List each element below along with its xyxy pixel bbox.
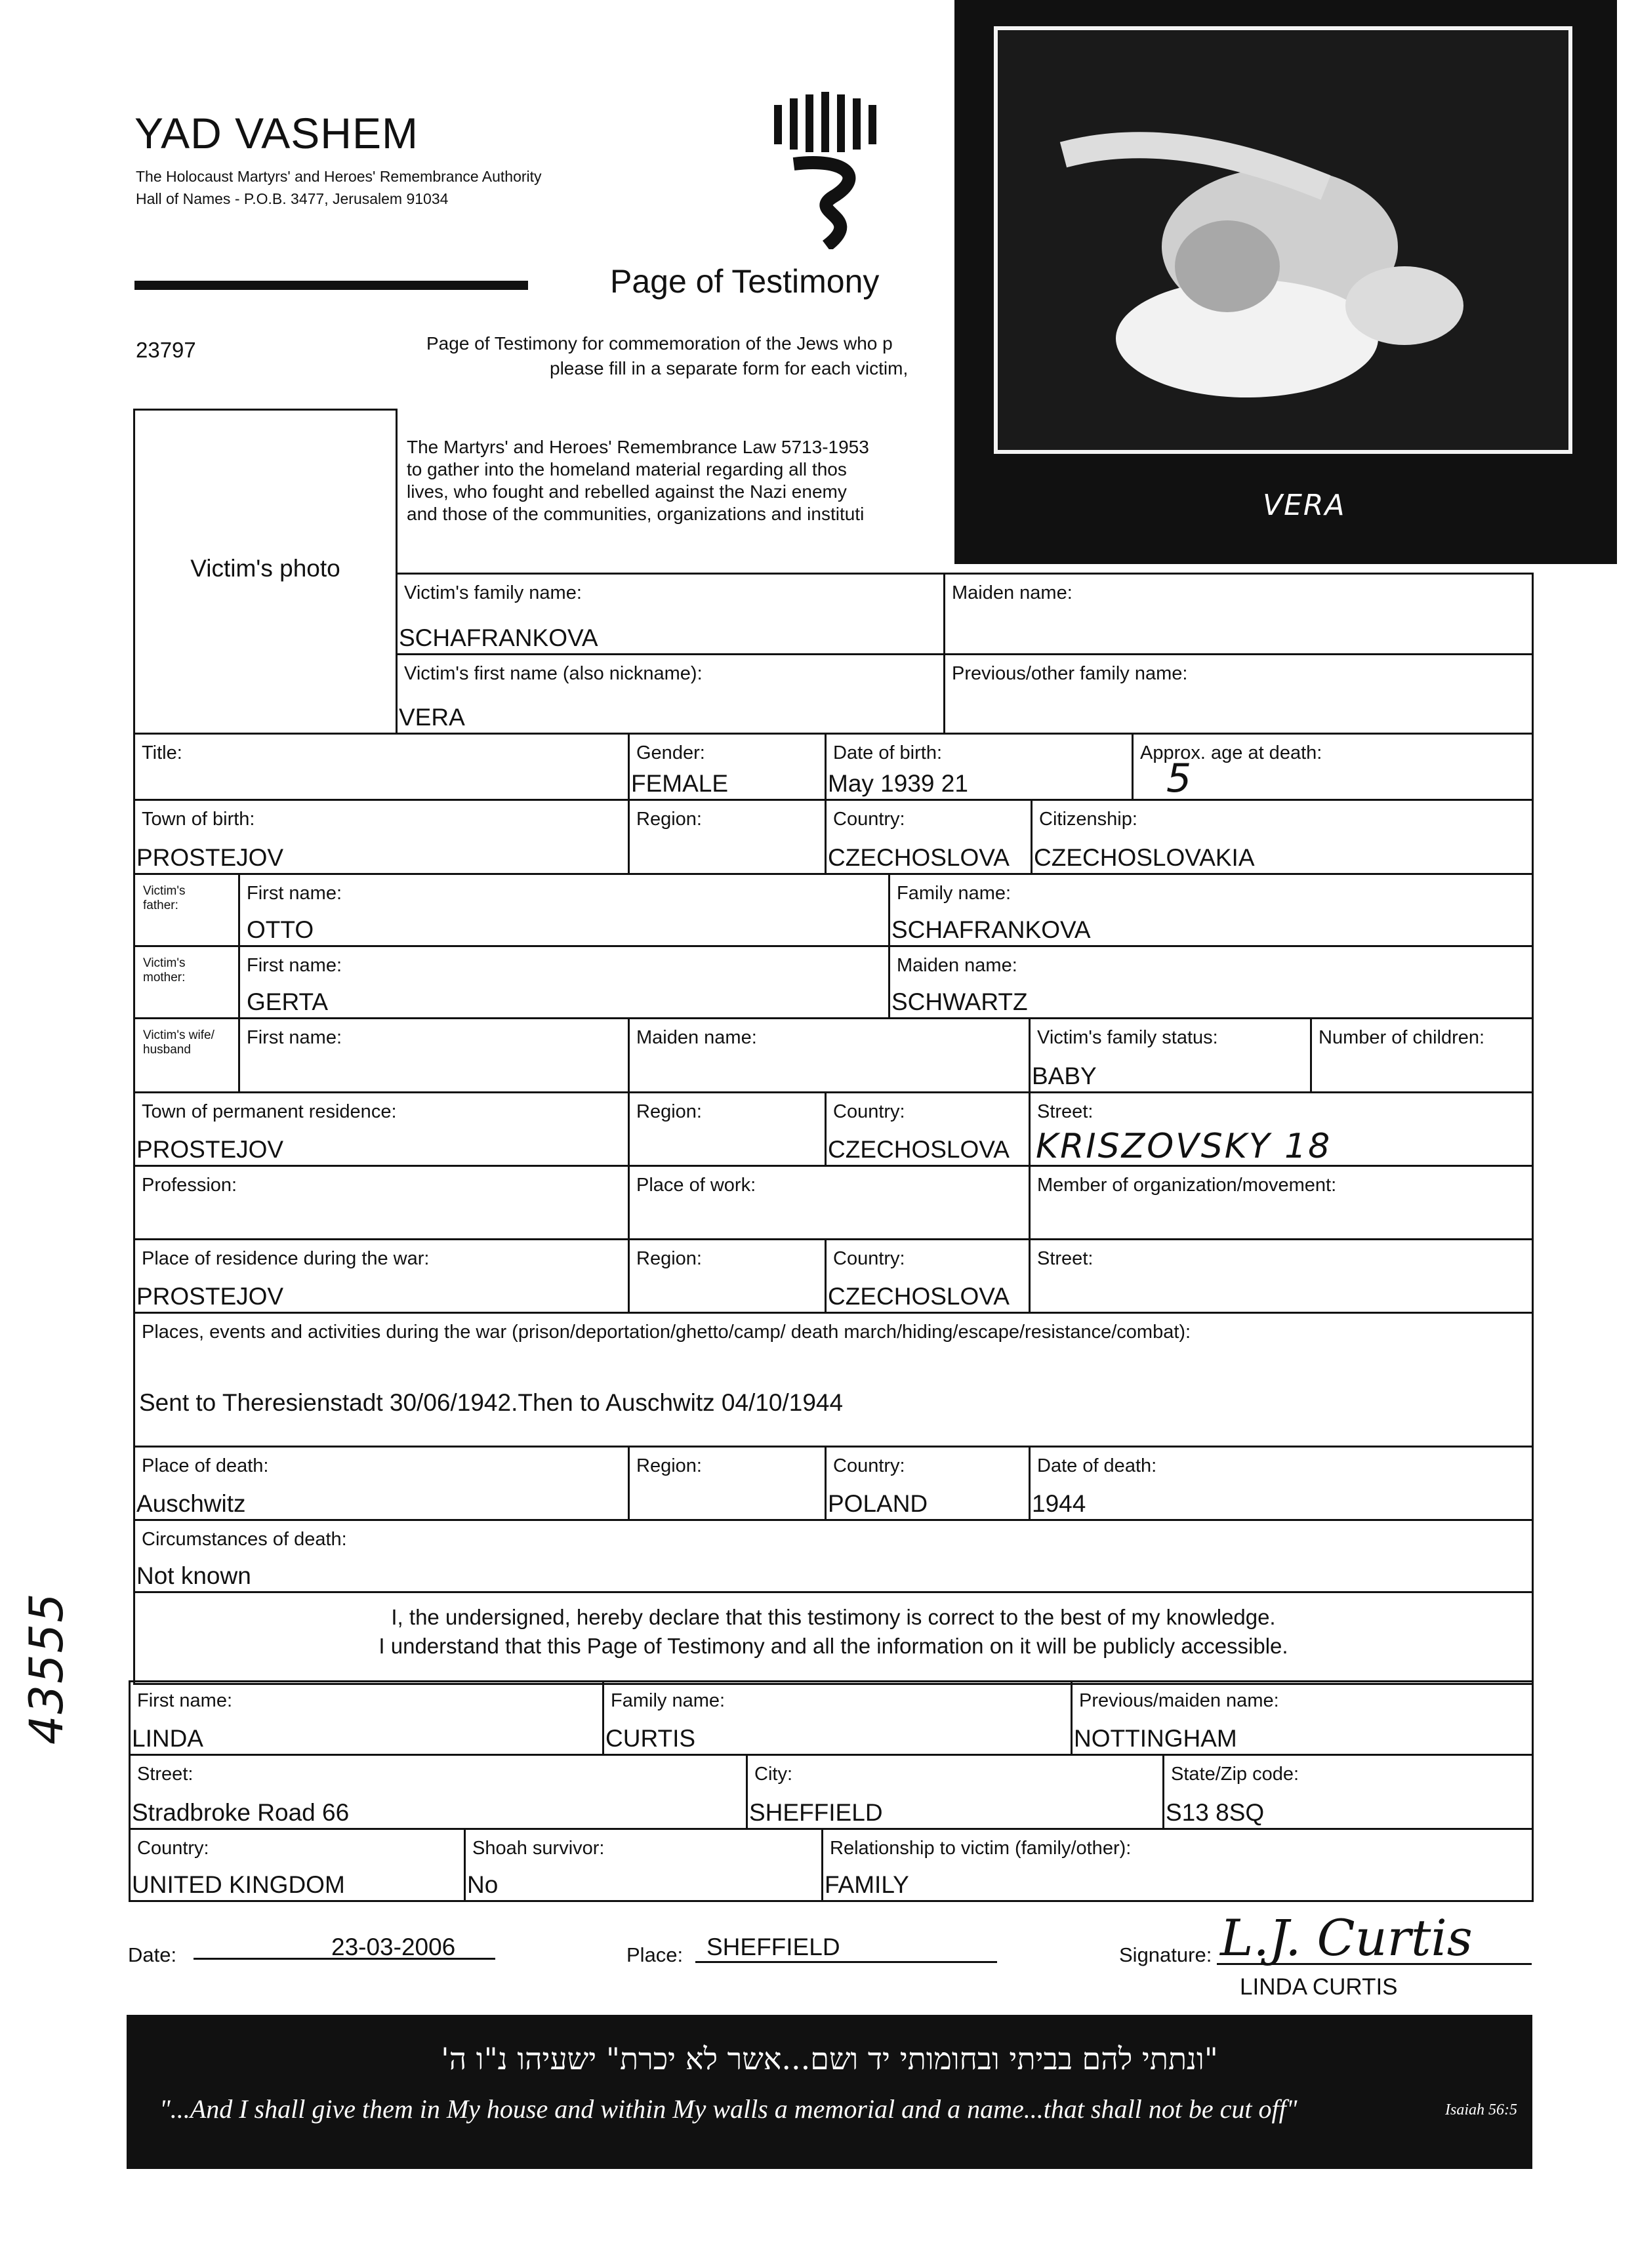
field-label: Country: [833, 809, 905, 830]
field-label: First name: [137, 1690, 233, 1711]
org-name: YAD VASHEM [134, 109, 419, 157]
field-label: Street: [1037, 1248, 1094, 1269]
victim-family-name: SCHAFRANKOVA [399, 624, 598, 651]
field-label: Places, events and activities during the war (prison/deportation/ghetto/camp/ death march/hiding/escape/resistance/combat): [142, 1322, 1191, 1343]
submitter-country: UNITED KINGDOM [132, 1871, 345, 1898]
relationship: FAMILY [825, 1871, 909, 1898]
doc-title: Page of Testimony [610, 263, 880, 300]
relationship-field[interactable] [821, 1828, 1534, 1902]
father-side-label-cell [133, 873, 240, 947]
gender-field[interactable] [628, 733, 827, 801]
place-of-work-field[interactable] [628, 1165, 1031, 1240]
law-line: and those of the communities, organizations and instituti [407, 504, 865, 524]
law-text [407, 436, 984, 525]
field-label: Family name: [611, 1690, 726, 1711]
residence-region-field[interactable] [628, 1091, 827, 1167]
field-label: Country: [137, 1838, 209, 1859]
town-of-birth-field[interactable] [133, 799, 630, 875]
field-label: Region: [636, 1248, 702, 1269]
submitter-first-name-field[interactable] [129, 1680, 604, 1756]
organization-member-field[interactable] [1029, 1165, 1534, 1240]
field-label: Street: [1037, 1101, 1094, 1122]
permanent-residence: PROSTEJOV [136, 1136, 284, 1163]
field-label: City: [754, 1764, 792, 1785]
field-label: State/Zip code: [1171, 1764, 1299, 1785]
field-label: Circumstances of death: [142, 1529, 347, 1550]
field-label: Country: [833, 1455, 905, 1476]
side-label: Victim's mother: [143, 956, 186, 984]
shoah-survivor-field[interactable] [464, 1828, 823, 1902]
maiden-name-field[interactable] [943, 573, 1534, 655]
victim-family-name-field[interactable] [396, 573, 945, 655]
field-label: Previous/other family name: [952, 663, 1188, 684]
org-subtitle: The Holocaust Martyrs' and Heroes' Remembrance Authority [136, 168, 542, 185]
victim-photo-image [998, 30, 1568, 450]
father-family-name-field[interactable] [888, 873, 1534, 947]
father-first-name: OTTO [247, 916, 314, 943]
signer-name: LINDA CURTIS [1240, 1974, 1398, 2000]
declaration-box [133, 1591, 1534, 1685]
signature[interactable]: L.J. Curtis [1220, 1909, 1473, 1967]
field-label: Town of permanent residence: [142, 1101, 397, 1122]
war-country-field[interactable] [825, 1238, 1031, 1314]
spouse-maiden-name-field[interactable] [628, 1017, 1031, 1093]
record-number: 23797 [136, 338, 196, 362]
field-label: Place of residence during the war: [142, 1248, 430, 1269]
submitter-street-field[interactable] [129, 1754, 748, 1830]
field-label: Gender: [636, 742, 705, 763]
residence-country-field[interactable] [825, 1091, 1031, 1167]
victim-photo-box [133, 409, 398, 735]
header-rule [134, 281, 528, 290]
place-underline [695, 1961, 997, 1963]
birth-country-field[interactable] [825, 799, 1033, 875]
mother-maiden-name: SCHWARTZ [891, 988, 1028, 1015]
death-region-field[interactable] [628, 1446, 827, 1521]
field-label: Region: [636, 809, 702, 830]
date-of-birth-field[interactable] [825, 733, 1134, 801]
war-street-field[interactable] [1029, 1238, 1534, 1314]
field-label: Country: [833, 1101, 905, 1122]
birth-region-field[interactable] [628, 799, 827, 875]
field-label: Maiden name: [636, 1027, 757, 1048]
date-of-birth: May 1939 21 [828, 770, 968, 797]
hebrew-quote: "ונתתי להם בביתי ובחומותי יד ושם...אשר לא יכרת" ישעיהו נ"ו ה' [441, 2041, 1218, 2076]
field-label: Country: [833, 1248, 905, 1269]
age-at-death: 5 [1166, 756, 1192, 801]
field-label: Date of death: [1037, 1455, 1157, 1476]
field-label: First name: [247, 955, 342, 976]
death-country-field[interactable] [825, 1446, 1031, 1521]
war-events: Sent to Theresienstadt 30/06/1942.Then to Auschwitz 04/10/1944 [139, 1389, 844, 1416]
signature-label: Signature: [1119, 1943, 1212, 1966]
field-label: Region: [636, 1455, 702, 1476]
citizenship: CZECHOSLOVAKIA [1034, 844, 1255, 871]
number-of-children-field[interactable] [1310, 1017, 1534, 1093]
gender-value: FEMALE [631, 770, 729, 797]
field-label: Profession: [142, 1175, 237, 1196]
submitter-family-name: CURTIS [605, 1725, 696, 1752]
sign-place[interactable]: SHEFFIELD [706, 1934, 840, 1960]
intro-line-2: please fill in a separate form for each victim, [550, 358, 909, 378]
submitter-family-name-field[interactable] [602, 1680, 1073, 1756]
sign-date[interactable]: 23-03-2006 [331, 1934, 456, 1960]
war-region-field[interactable] [628, 1238, 827, 1314]
spouse-side-label-cell [133, 1017, 240, 1093]
previous-family-name-field[interactable] [943, 653, 1534, 735]
field-label: Place of work: [636, 1175, 756, 1196]
side-label: Victim's wife/ husband [143, 1028, 215, 1057]
mother-first-name: GERTA [247, 988, 329, 1015]
mother-maiden-name-field[interactable] [888, 945, 1534, 1019]
permanent-residence-field[interactable] [133, 1091, 630, 1167]
date-label: Date: [128, 1943, 177, 1966]
footer-quote-bar [127, 2015, 1532, 2169]
field-label: Maiden name: [897, 955, 1017, 976]
submitter-prev-name-field[interactable] [1071, 1680, 1534, 1756]
law-line: to gather into the homeland material regarding all thos [407, 459, 847, 479]
victim-photo [994, 26, 1572, 454]
war-residence: PROSTEJOV [136, 1283, 284, 1310]
field-label: Maiden name: [952, 582, 1073, 603]
law-line: lives, who fought and rebelled against the Nazi enemy [407, 481, 847, 502]
mother-side-label-cell [133, 945, 240, 1019]
birth-country: CZECHOSLOVA [828, 844, 1010, 871]
submitter-city-field[interactable] [746, 1754, 1164, 1830]
war-residence-field[interactable] [133, 1238, 630, 1314]
field-label: Date of birth: [833, 742, 943, 763]
field-label: Citizenship: [1039, 809, 1137, 830]
field-label: Place of death: [142, 1455, 269, 1476]
margin-number: 43555 [20, 1592, 73, 1745]
residence-country: CZECHOSLOVA [828, 1136, 1010, 1163]
field-label: Member of organization/movement: [1037, 1175, 1337, 1196]
field-label: Region: [636, 1101, 702, 1122]
submitter-street: Stradbroke Road 66 [132, 1799, 350, 1826]
place-of-death: Auschwitz [136, 1490, 246, 1517]
father-family-name: SCHAFRANKOVA [891, 916, 1091, 943]
residence-street-field[interactable] [1029, 1091, 1534, 1167]
shoah-survivor: No [467, 1871, 499, 1898]
quote-citation: Isaiah 56:5 [1445, 2101, 1517, 2118]
photo-caption: VERA [1263, 489, 1346, 522]
field-label: Town of birth: [142, 809, 255, 830]
field-label: Street: [137, 1764, 194, 1785]
declaration-line-2: I understand that this Page of Testimony and all the information on it will be publicly accessible. [378, 1634, 1288, 1658]
intro-line-1: Page of Testimony for commemoration of the Jews who p [426, 333, 893, 354]
yad-vashem-logo-icon [767, 92, 886, 249]
org-address: Hall of Names - P.O.B. 3477, Jerusalem 91034 [136, 190, 449, 207]
profession-field[interactable] [133, 1165, 630, 1240]
english-quote: "...And I shall give them in My house and within My walls a memorial and a name...that shall not be cut off" [159, 2094, 1298, 2124]
father-first-name-field[interactable] [238, 873, 890, 947]
war-events-field[interactable] [133, 1312, 1534, 1448]
death-circumstances-field[interactable] [133, 1519, 1534, 1593]
law-line: The Martyrs' and Heroes' Remembrance Law 5713-1953 [407, 437, 869, 457]
field-label: First name: [247, 883, 342, 904]
place-of-death-field[interactable] [133, 1446, 630, 1521]
death-circumstances: Not known [136, 1562, 251, 1589]
field-label: First name: [247, 1027, 342, 1048]
victim-photo-label: Victim's photo [190, 555, 340, 582]
field-label: Approx. age at death: [1140, 742, 1322, 763]
residence-street: KRISZOVSKY 18 [1036, 1127, 1332, 1166]
mother-first-name-field[interactable] [238, 945, 890, 1019]
spouse-first-name-field[interactable] [238, 1017, 630, 1093]
citizenship-field[interactable] [1031, 799, 1534, 875]
field-label: Shoah survivor: [472, 1838, 605, 1859]
field-label: Relationship to victim (family/other): [830, 1838, 1132, 1859]
title-field[interactable] [133, 733, 630, 801]
submitter-zip-field[interactable] [1162, 1754, 1534, 1830]
field-label: Victim's family status: [1037, 1027, 1218, 1048]
family-status-field[interactable] [1029, 1017, 1312, 1093]
victim-first-name-field[interactable] [396, 653, 945, 735]
victim-first-name: VERA [399, 704, 465, 731]
field-label: Victim's family name: [404, 582, 582, 603]
field-label: Family name: [897, 883, 1012, 904]
submitter-prev-name: NOTTINGHAM [1074, 1725, 1237, 1752]
field-label: Title: [142, 742, 182, 763]
submitter-zip: S13 8SQ [1166, 1799, 1265, 1826]
victim-photo-frame [954, 0, 1617, 564]
submitter-country-field[interactable] [129, 1828, 466, 1902]
date-of-death-field[interactable] [1029, 1446, 1534, 1521]
submitter-first-name: LINDA [132, 1725, 203, 1752]
date-of-death: 1944 [1032, 1490, 1086, 1517]
war-country: CZECHOSLOVA [828, 1283, 1010, 1310]
field-label: Number of children: [1319, 1027, 1485, 1048]
family-status: BABY [1032, 1063, 1097, 1089]
field-label: Previous/maiden name: [1079, 1690, 1279, 1711]
age-at-death-field[interactable] [1132, 733, 1534, 801]
place-label: Place: [626, 1943, 684, 1966]
submitter-city: SHEFFIELD [749, 1799, 883, 1826]
field-label: Victim's first name (also nickname): [404, 663, 703, 684]
side-label: Victim's father: [143, 884, 186, 912]
town-of-birth: PROSTEJOV [136, 844, 284, 871]
death-country: POLAND [828, 1490, 928, 1517]
declaration-line-1: I, the undersigned, hereby declare that this testimony is correct to the best of my knowledge. [391, 1605, 1276, 1629]
